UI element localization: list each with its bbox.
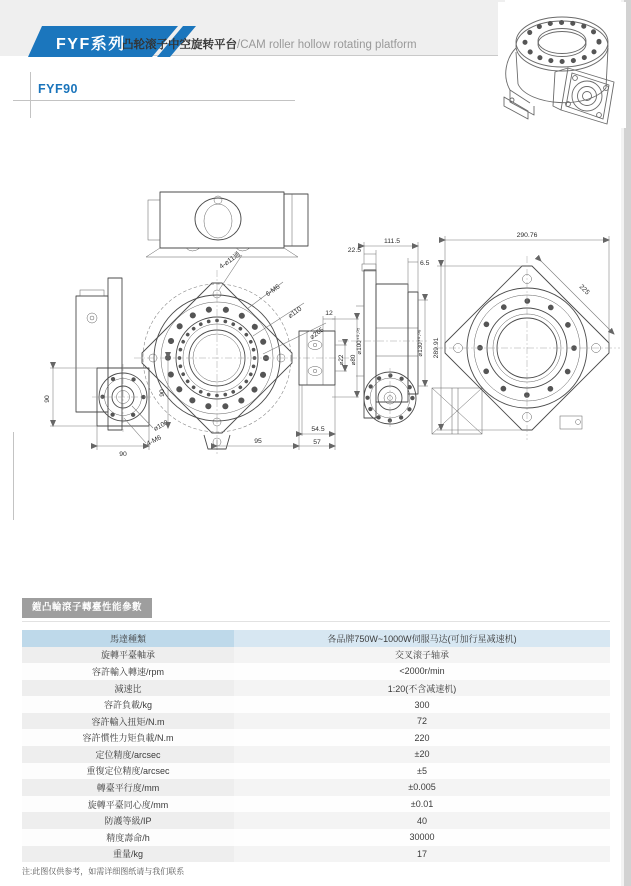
spec-value: 300 — [234, 696, 610, 713]
top-view — [146, 192, 308, 257]
dim-left-height: 90 — [44, 395, 51, 403]
table-row — [22, 779, 610, 796]
dim-front-height: 90 — [159, 389, 166, 397]
spec-value: ±0.01 — [234, 796, 610, 813]
dim-side-left: 22.5 — [347, 247, 361, 254]
spec-value: 17 — [234, 846, 610, 863]
dim-side-bore: ⌀100⁺⁰·⁰⁵ — [356, 327, 363, 355]
table-row — [22, 812, 610, 829]
dim-left-bolts: 4-M6 — [145, 434, 163, 448]
spec-label: 減速比 — [114, 683, 142, 694]
dim-left-width: 90 — [119, 451, 127, 458]
crop-mark-vertical — [30, 72, 31, 118]
spec-label: 定位精度/arcsec — [95, 749, 161, 760]
page-title — [122, 36, 417, 52]
technical-drawing — [0, 178, 631, 478]
spec-value: 72 — [234, 713, 610, 730]
dim-left-bore: ⌀100 — [152, 419, 170, 433]
table-row — [22, 746, 610, 763]
spec-label: 容許輸入扭矩/N.m — [91, 716, 165, 727]
spec-label: 容許慣性力矩負載/N.m — [82, 733, 174, 744]
dim-side-pilot: ⌀130⁺⁰·⁰⁸ — [417, 329, 424, 357]
spec-section-title: 鎧凸輪滾子轉臺性能參數 — [22, 598, 152, 618]
spec-value: 40 — [234, 812, 610, 829]
spec-label: 馬達種類 — [109, 633, 146, 644]
table-row — [22, 680, 610, 697]
table-row — [22, 846, 610, 863]
table-row — [22, 630, 610, 647]
model-label: FYF90 — [38, 82, 79, 96]
spec-table — [22, 630, 610, 862]
dim-front-slot: ⌀22 — [338, 354, 345, 366]
spec-value: 交叉滚子轴承 — [234, 647, 610, 664]
spec-value: ±20 — [234, 746, 610, 763]
table-row — [22, 729, 610, 746]
spec-label: 重量/kg — [112, 849, 143, 860]
plan-diamond-view — [432, 232, 620, 440]
spec-value: 各品牌750W~1000W伺服马达(可加行星减速机) — [234, 630, 610, 647]
dim-front-w-main: 95 — [254, 438, 262, 445]
page-title-en: /CAM roller hollow rotating platform — [237, 39, 417, 51]
spec-label: 旋轉平臺軸承 — [100, 650, 155, 661]
spec-label: 精度壽命/h — [106, 832, 150, 843]
spec-value: 220 — [234, 729, 610, 746]
dim-front-w-inner: 54.5 — [311, 426, 325, 433]
spec-value: ±5 — [234, 763, 610, 780]
spec-label: 容許負載/kg — [103, 700, 152, 711]
spec-divider — [22, 621, 610, 622]
table-row — [22, 713, 610, 730]
dim-plan-diag: 225 — [577, 283, 591, 297]
dim-front-t-plate: 12 — [325, 310, 333, 317]
dim-front-pilot: ⌀80 — [350, 354, 357, 366]
dim-front-outer: ⌀265 — [308, 326, 326, 342]
spec-label: 容許輸入轉速/rpm — [91, 666, 164, 677]
spec-label: 防護等級/IP — [104, 816, 152, 827]
dim-front-taps: 6-M6 — [264, 283, 282, 299]
product-isometric-line-art — [498, 2, 626, 128]
spec-value: 30000 — [234, 829, 610, 846]
left-side-view — [44, 278, 170, 458]
dim-plan-width: 290.76 — [516, 232, 538, 239]
table-row — [22, 796, 610, 813]
page-title-zh: 凸轮滚子中空旋转平台 — [122, 39, 237, 51]
table-row — [22, 647, 610, 664]
spec-value: ±0.005 — [234, 779, 610, 796]
spec-label: 旋轉平臺同心度/mm — [87, 799, 169, 810]
spec-value: 1:20(不含减速机) — [234, 680, 610, 697]
table-row — [22, 763, 610, 780]
dim-side-width: 111.5 — [384, 238, 400, 245]
table-row — [22, 696, 610, 713]
series-badge-label: FYF系列 — [56, 36, 126, 53]
spec-label: 轉臺平行度/mm — [96, 782, 160, 793]
dim-front-corner-holes: 4-⌀11通 — [218, 250, 242, 271]
dim-side-right: 6.5 — [420, 260, 430, 267]
table-row — [22, 829, 610, 846]
dim-plan-height: 289.91 — [433, 337, 440, 359]
spec-value: <2000r/min — [234, 663, 610, 680]
spec-label: 重復定位精度/arcsec — [86, 766, 170, 777]
dim-front-bolt-circle: ⌀110 — [287, 305, 304, 321]
crop-mark-horizontal — [13, 100, 295, 101]
output-side-view — [338, 238, 430, 428]
reference-note: 注:此图仅供参考，如需详细图纸请与我们联系 — [22, 867, 185, 876]
dim-front-w-flange: 57 — [313, 439, 321, 446]
front-view — [134, 249, 359, 454]
table-row — [22, 663, 610, 680]
